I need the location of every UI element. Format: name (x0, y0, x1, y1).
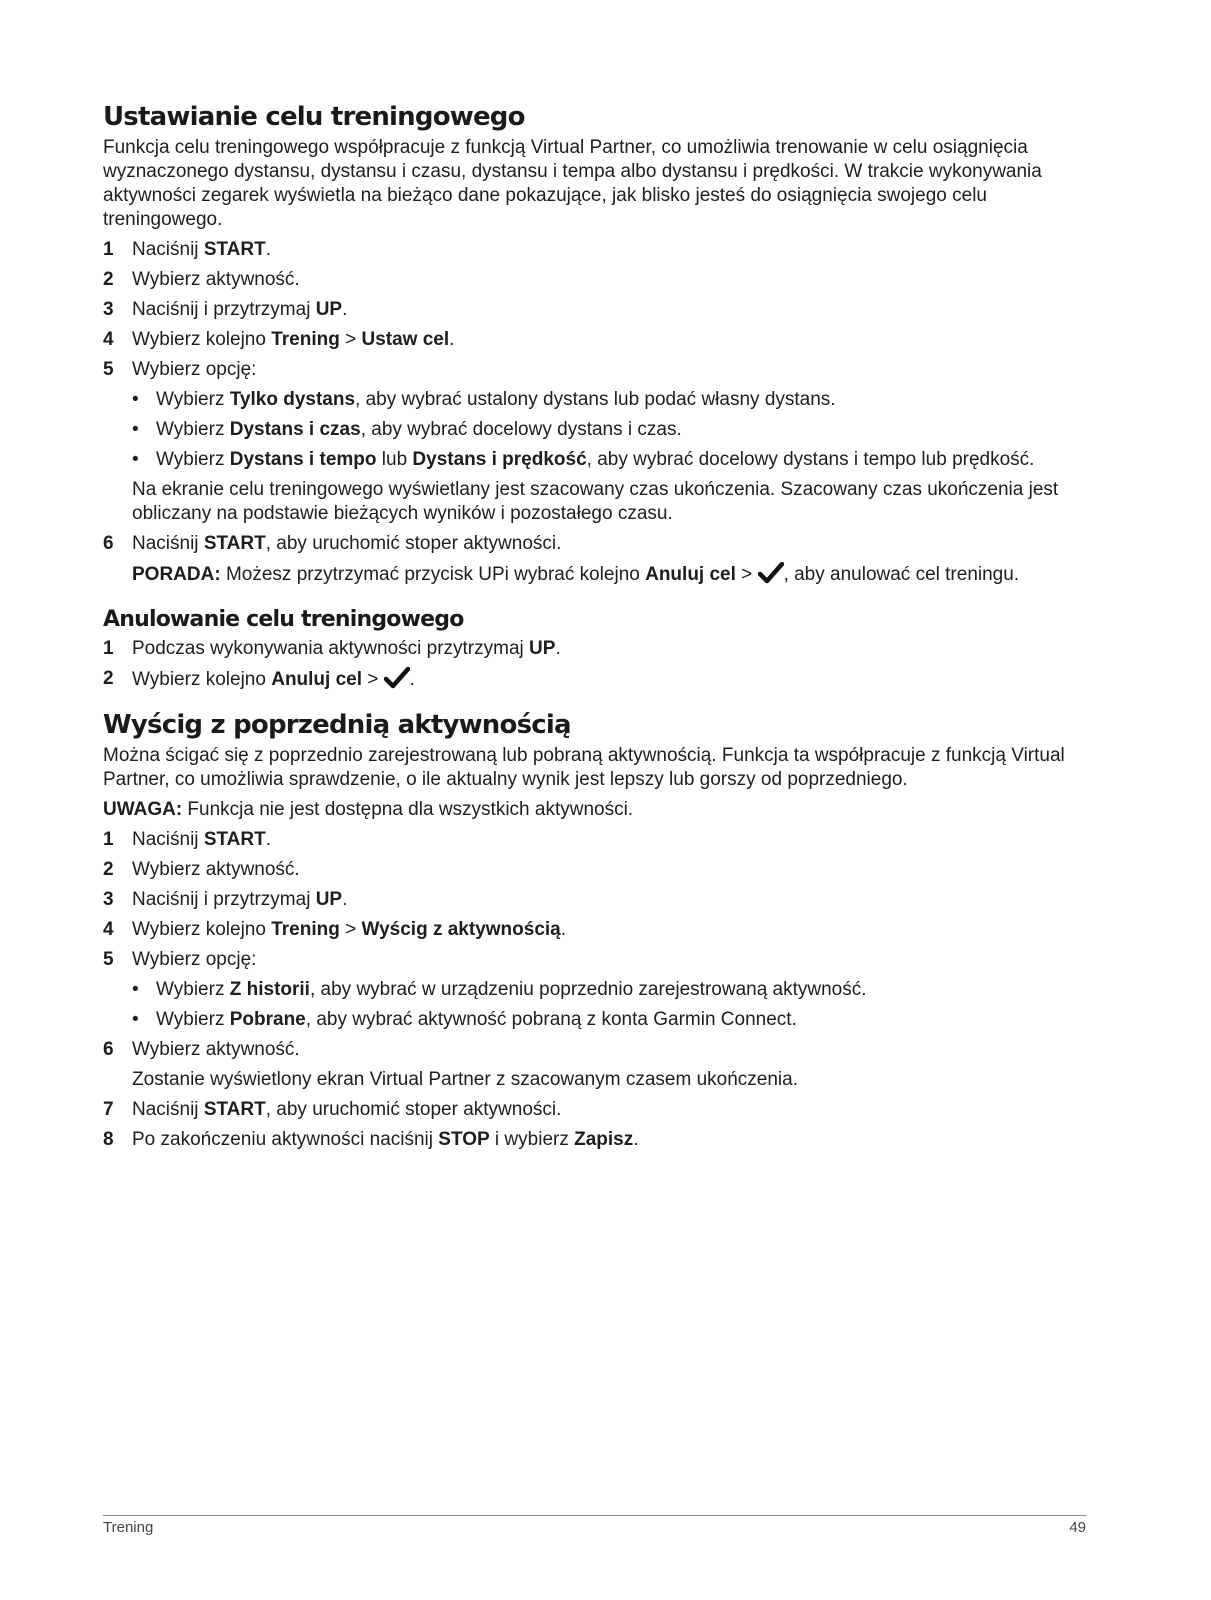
race-step-5: 5 Wybierz opcję: (103, 949, 257, 970)
race-intro: Można ścigać się z poprzednio zarejestrowaną lub pobraną aktywnością. Funkcja ta współpracuje z funkcją Virtual Partner, co umożliwia sprawdzenie, o ile aktualny wynik jest lepszy lub gorszy od poprzedniego. (103, 745, 1065, 790)
step-2: 2 Wybierz aktywność. (103, 269, 300, 290)
race-step-3: 3 Naciśnij i przytrzymaj UP. (103, 889, 348, 910)
bullet-icon: • (132, 419, 139, 440)
step-number: 2 (103, 269, 114, 290)
cancel-step-2: 2 Wybierz kolejno Anuluj cel > . (103, 668, 415, 690)
race-note: UWAGA: Funkcja nie jest dostępna dla wszystkich aktywności. (103, 799, 634, 820)
step-number: 2 (103, 668, 114, 689)
step-5-note: Na ekranie celu treningowego wyświetlany jest szacowany czas ukończenia. Szacowany czas ukończenia jest obliczany na podstawie bieżących wyników i pozostałego czasu. (132, 479, 1059, 524)
step-number: 3 (103, 299, 114, 320)
race-step-6: 6 Wybierz aktywność. (103, 1039, 300, 1060)
step-1: 1 Naciśnij START. (103, 239, 272, 260)
section-title-race-activity: Wyścig z poprzednią aktywnością (103, 710, 571, 740)
step-6: 6 Naciśnij START, aby uruchomić stoper aktywności. (103, 533, 562, 554)
step-number: 4 (103, 329, 114, 350)
note-label: UWAGA: (103, 799, 183, 820)
race-step-7: 7 Naciśnij START, aby uruchomić stoper aktywności. (103, 1099, 562, 1120)
bullet-icon: • (132, 1009, 139, 1030)
section-title-cancel-goal: Anulowanie celu treningowego (103, 607, 464, 632)
tip-label: PORADA: (132, 564, 221, 585)
document-page (103, 100, 1103, 1158)
bullet-distance-pace: • Wybierz Dystans i tempo lub Dystans i prędkość, aby wybrać docelowy dystans i tempo lub prędkość. (132, 449, 1035, 470)
section-title-training-goal: Ustawianie celu treningowego (103, 102, 525, 132)
step-number: 1 (103, 239, 114, 260)
bullet-distance-only: • Wybierz Tylko dystans, aby wybrać ustalony dystans lub podać własny dystans. (132, 389, 836, 410)
cancel-step-1: 1 Podczas wykonywania aktywności przytrzymaj UP. (103, 638, 561, 659)
step-number: 6 (103, 533, 114, 554)
bullet-downloaded: • Wybierz Pobrane, aby wybrać aktywność pobraną z konta Garmin Connect. (132, 1009, 797, 1030)
step-5: 5 Wybierz opcję: (103, 359, 257, 380)
step-number: 1 (103, 829, 114, 850)
race-step-4: 4 Wybierz kolejno Trening > Wyścig z aktywnością. (103, 919, 567, 940)
step-number: 8 (103, 1129, 114, 1150)
step-number: 4 (103, 919, 114, 940)
step-number: 2 (103, 859, 114, 880)
step-number: 5 (103, 359, 114, 380)
step-number: 1 (103, 638, 114, 659)
footer-section-name: Trening (103, 1519, 154, 1536)
race-step-6-note: Zostanie wyświetlony ekran Virtual Partner z szacowanym czasem ukończenia. (132, 1069, 798, 1090)
step-4: 4 Wybierz kolejno Trening > Ustaw cel. (103, 329, 455, 350)
race-step-2: 2 Wybierz aktywność. (103, 859, 300, 880)
bullet-distance-time: • Wybierz Dystans i czas, aby wybrać docelowy dystans i czas. (132, 419, 682, 440)
tip-note: PORADA: Możesz przytrzymać przycisk UPi wybrać kolejno Anuluj cel > , aby anulować cel treningu. (132, 564, 1020, 585)
bullet-history: • Wybierz Z historii, aby wybrać w urządzeniu poprzednio zarejestrowaną aktywność. (132, 979, 867, 1000)
step-number: 3 (103, 889, 114, 910)
bullet-icon: • (132, 979, 139, 1000)
page-number: 49 (1069, 1519, 1086, 1536)
checkmark-icon (758, 562, 784, 584)
step-number: 5 (103, 949, 114, 970)
step-number: 7 (103, 1099, 114, 1120)
race-step-1: 1 Naciśnij START. (103, 829, 272, 850)
step-3: 3 Naciśnij i przytrzymaj UP. (103, 299, 348, 320)
race-step-8: 8 Po zakończeniu aktywności naciśnij STOP i wybierz Zapisz. (103, 1129, 639, 1150)
step-number: 6 (103, 1039, 114, 1060)
bullet-icon: • (132, 389, 139, 410)
checkmark-icon (384, 667, 410, 689)
bullet-icon: • (132, 449, 139, 470)
training-goal-intro: Funkcja celu treningowego współpracuje z funkcją Virtual Partner, co umożliwia trenowanie w celu osiągnięcia wyznaczonego dystansu, dystansu i czasu, dystansu i tempa albo dystansu i prędkości. W trakcie wykonywania aktywności zegarek wyświetla na bieżąco dane pokazujące, jak blisko jesteś do osiągnięcia swojego celu treningowego. (103, 137, 1042, 230)
page-footer (103, 1515, 1086, 1538)
